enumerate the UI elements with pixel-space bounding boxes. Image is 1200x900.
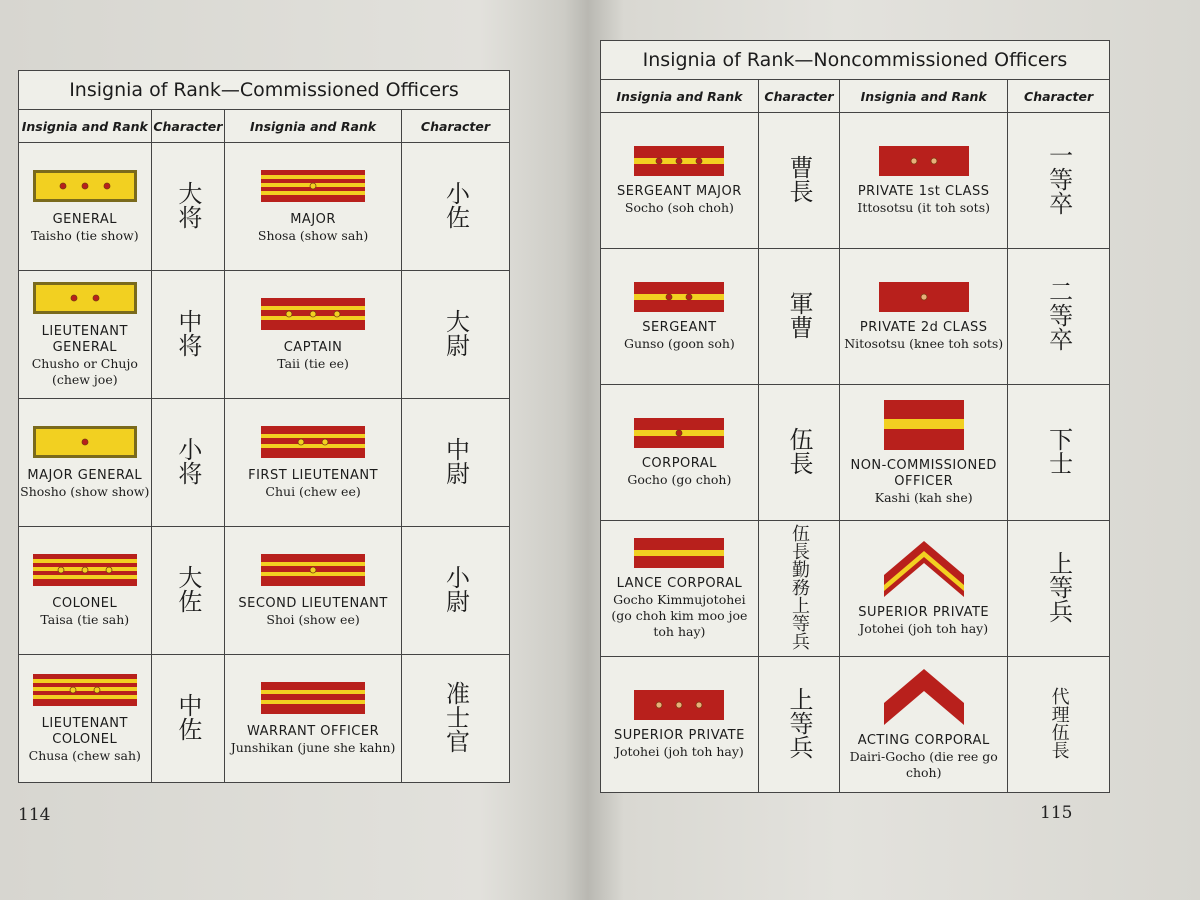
rank-romanization: Gocho Kimmujotohei (go choh kim moo joe toh hay) — [611, 591, 748, 639]
rank-patch-icon — [261, 682, 365, 716]
insignia-cell — [19, 655, 152, 783]
insignia-cell — [19, 271, 152, 399]
rank-romanization: Shosho (show show) — [20, 483, 150, 499]
star-icon — [921, 294, 927, 300]
rank-name: NON-COMMISSIONED OFFICER — [850, 457, 997, 489]
rank-name: LANCE CORPORAL — [616, 575, 743, 591]
insignia-cell — [19, 399, 152, 527]
table-row — [601, 521, 1110, 657]
star-icon — [104, 183, 110, 189]
rank-name: PRIVATE 2d CLASS — [859, 319, 988, 335]
character-cell — [151, 399, 225, 527]
column-header-insignia: Insignia and Rank — [19, 110, 152, 143]
page-number: 114 — [18, 805, 51, 825]
rank-name: MAJOR GENERAL — [27, 467, 143, 483]
insignia-cell — [225, 143, 402, 271]
rank-patch-icon — [33, 674, 137, 708]
kanji-character: 大佐 — [173, 564, 202, 613]
page-number: 115 — [1040, 803, 1073, 823]
table-row — [601, 657, 1110, 793]
star-icon — [696, 702, 702, 708]
star-icon — [298, 439, 304, 445]
star-icon — [58, 567, 64, 573]
rank-romanization: Chusa (chew sah) — [28, 747, 141, 763]
rank-patch-icon — [33, 554, 137, 588]
column-header-insignia: Insignia and Rank — [225, 110, 402, 143]
character-cell — [1008, 521, 1110, 657]
rank-romanization: Socho (soh choh) — [624, 199, 734, 215]
star-icon — [656, 702, 662, 708]
character-cell — [401, 271, 509, 399]
rank-patch-icon — [261, 554, 365, 588]
rank-romanization: Taisho (tie show) — [30, 227, 139, 243]
kanji-character: 代理伍長 — [1048, 686, 1070, 759]
star-icon — [71, 295, 77, 301]
table-title: Insignia of Rank—Noncommissioned Officers — [601, 41, 1110, 80]
insignia-cell — [225, 527, 402, 655]
rank-name: LIEUTENANT COLONEL — [41, 715, 128, 747]
character-cell — [151, 271, 225, 399]
star-icon — [93, 295, 99, 301]
rank-name: COLONEL — [52, 595, 118, 611]
rank-name: SUPERIOR PRIVATE — [858, 604, 990, 620]
character-cell — [401, 655, 509, 783]
rank-romanization: Ittosotsu (it toh sots) — [857, 199, 991, 215]
rank-patch-icon — [884, 400, 964, 450]
star-icon — [676, 430, 682, 436]
rank-name: CORPORAL — [641, 455, 717, 471]
star-icon — [911, 158, 917, 164]
insignia-cell — [225, 271, 402, 399]
rank-name: FIRST LIEUTENANT — [248, 467, 379, 483]
insignia-cell — [601, 657, 759, 793]
character-cell — [151, 655, 225, 783]
rank-name: PRIVATE 1st CLASS — [857, 183, 990, 199]
rank-patch-icon — [33, 282, 137, 316]
insignia-cell — [601, 385, 759, 521]
column-header-character: Character — [401, 110, 509, 143]
kanji-character: 小将 — [173, 436, 202, 485]
rank-patch-icon — [878, 282, 970, 312]
table-row — [601, 113, 1110, 249]
star-icon — [60, 183, 66, 189]
table-row — [19, 399, 510, 527]
rank-name: SECOND LIEUTENANT — [238, 595, 388, 611]
table-row — [19, 271, 510, 399]
star-icon — [931, 158, 937, 164]
table-row — [19, 655, 510, 783]
star-icon — [310, 183, 316, 189]
insignia-cell — [225, 399, 402, 527]
kanji-character: 上等兵 — [785, 686, 813, 759]
character-cell — [758, 657, 839, 793]
kanji-character: 中佐 — [173, 692, 202, 741]
table-row — [601, 249, 1110, 385]
table-row — [19, 527, 510, 655]
insignia-cell — [840, 657, 1008, 793]
character-cell — [1008, 113, 1110, 249]
insignia-cell — [840, 113, 1008, 249]
insignia-cell — [601, 249, 759, 385]
star-icon — [94, 687, 100, 693]
rank-romanization: Gunso (goon soh) — [623, 335, 735, 351]
rank-patch-icon — [633, 418, 725, 448]
column-header-character: Character — [758, 80, 839, 113]
star-icon — [82, 567, 88, 573]
commissioned-officers-table — [18, 70, 510, 783]
table-row — [601, 385, 1110, 521]
kanji-character: 小尉 — [441, 564, 470, 613]
star-icon — [666, 294, 672, 300]
kanji-character: 中尉 — [441, 436, 470, 485]
rank-patch-icon — [878, 146, 970, 176]
rank-name: LIEUTENANT GENERAL — [41, 323, 128, 355]
column-header-character: Character — [1008, 80, 1110, 113]
insignia-cell — [601, 113, 759, 249]
insignia-cell — [19, 527, 152, 655]
kanji-character: 小佐 — [441, 180, 470, 229]
kanji-character: 大将 — [173, 180, 202, 229]
column-header-insignia: Insignia and Rank — [840, 80, 1008, 113]
chevron-icon — [884, 541, 964, 597]
star-icon — [656, 158, 662, 164]
star-icon — [676, 702, 682, 708]
character-cell — [401, 527, 509, 655]
rank-romanization: Taisa (tie sah) — [40, 611, 130, 627]
rank-name: MAJOR — [290, 211, 336, 227]
table-row — [19, 143, 510, 271]
insignia-cell — [19, 143, 152, 271]
rank-patch-icon — [633, 690, 725, 720]
kanji-character: 軍曹 — [785, 290, 813, 339]
insignia-cell — [840, 249, 1008, 385]
star-icon — [310, 567, 316, 573]
character-cell — [151, 143, 225, 271]
character-cell — [758, 385, 839, 521]
rank-romanization: Kashi (kah she) — [874, 489, 973, 505]
kanji-character: 二等卒 — [1044, 278, 1073, 351]
rank-patch-icon — [33, 426, 137, 460]
star-icon — [322, 439, 328, 445]
rank-romanization: Jotohei (joh toh hay) — [859, 620, 989, 636]
rank-romanization: Chui (chew ee) — [265, 483, 361, 499]
rank-romanization: Chusho or Chujo (chew joe) — [31, 355, 138, 387]
rank-patch-icon — [633, 282, 725, 312]
star-icon — [82, 183, 88, 189]
column-header-character: Character — [151, 110, 225, 143]
rank-romanization: Nitosotsu (knee toh sots) — [844, 335, 1004, 351]
rank-patch-icon — [633, 146, 725, 176]
insignia-cell — [225, 655, 402, 783]
noncommissioned-officers-table — [600, 40, 1110, 793]
rank-patch-icon — [33, 170, 137, 204]
rank-romanization: Gocho (go choh) — [627, 471, 732, 487]
character-cell — [758, 521, 839, 657]
character-cell — [1008, 385, 1110, 521]
rank-name: GENERAL — [52, 211, 117, 227]
insignia-cell — [601, 521, 759, 657]
star-icon — [334, 311, 340, 317]
kanji-character: 伍長 — [785, 426, 813, 475]
rank-romanization: Dairi-Gocho (die ree go choh) — [849, 748, 998, 780]
character-cell — [1008, 249, 1110, 385]
kanji-character: 曹長 — [785, 154, 813, 203]
character-cell — [758, 249, 839, 385]
table-title: Insignia of Rank—Commissioned Officers — [19, 71, 510, 110]
rank-name: ACTING CORPORAL — [857, 732, 990, 748]
rank-name: SUPERIOR PRIVATE — [613, 727, 745, 743]
rank-name: CAPTAIN — [283, 339, 343, 355]
character-cell — [151, 527, 225, 655]
chevron-icon — [884, 669, 964, 725]
kanji-character: 中将 — [173, 308, 202, 357]
star-icon — [106, 567, 112, 573]
kanji-character: 一等卒 — [1044, 142, 1073, 215]
kanji-character: 上等兵 — [1044, 550, 1073, 623]
insignia-cell — [840, 385, 1008, 521]
star-icon — [82, 439, 88, 445]
kanji-character: 大尉 — [441, 308, 470, 357]
character-cell — [758, 113, 839, 249]
rank-patch-icon — [633, 538, 725, 568]
kanji-character: 伍長勤務上等兵 — [789, 523, 810, 650]
star-icon — [310, 311, 316, 317]
rank-romanization: Jotohei (joh toh hay) — [614, 743, 744, 759]
rank-patch-icon — [261, 426, 365, 460]
character-cell — [401, 399, 509, 527]
rank-name: SERGEANT — [642, 319, 717, 335]
rank-romanization: Taii (tie ee) — [277, 355, 349, 371]
star-icon — [676, 158, 682, 164]
star-icon — [696, 158, 702, 164]
rank-romanization: Shosa (show sah) — [257, 227, 369, 243]
insignia-cell — [840, 521, 1008, 657]
rank-romanization: Junshikan (june she kahn) — [230, 739, 396, 755]
character-cell — [1008, 657, 1110, 793]
rank-romanization: Shoi (show ee) — [266, 611, 360, 627]
rank-patch-icon — [261, 298, 365, 332]
star-icon — [286, 311, 292, 317]
rank-patch-icon — [261, 170, 365, 204]
rank-name: WARRANT OFFICER — [247, 723, 380, 739]
star-icon — [686, 294, 692, 300]
character-cell — [401, 143, 509, 271]
kanji-character: 下士 — [1044, 426, 1073, 475]
column-header-insignia: Insignia and Rank — [601, 80, 759, 113]
rank-name: SERGEANT MAJOR — [617, 183, 742, 199]
kanji-character: 准士官 — [441, 680, 470, 753]
star-icon — [70, 687, 76, 693]
